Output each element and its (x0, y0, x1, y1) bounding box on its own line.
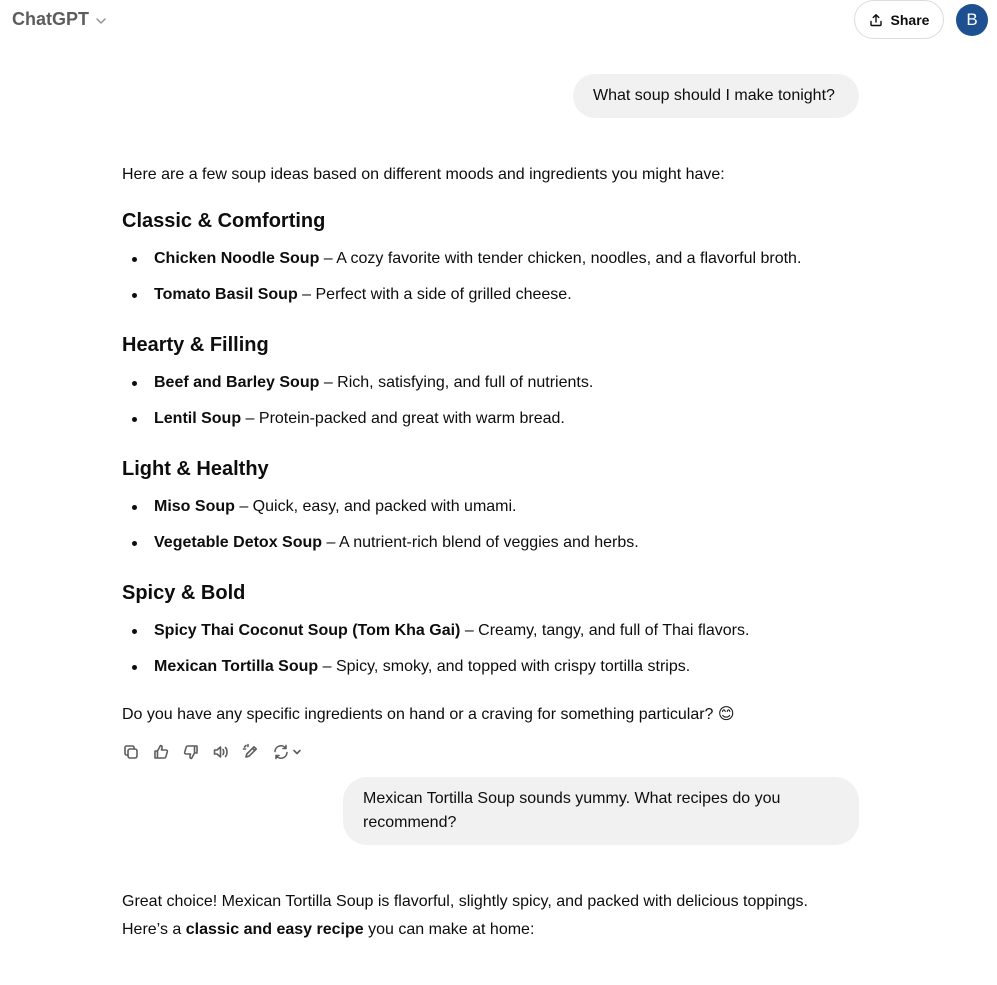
user-message-text: What soup should I make tonight? (593, 87, 835, 104)
list-item-desc: – Quick, easy, and packed with umami. (234, 498, 517, 515)
assistant-reply-line (122, 916, 534, 944)
read-aloud-button[interactable] (212, 743, 230, 761)
copy-button[interactable] (122, 743, 140, 761)
section-heading: Classic & Comforting (122, 210, 326, 232)
edit-in-canvas-button[interactable] (242, 743, 260, 761)
assistant-closing: Do you have any specific ingredients on hand or a craving for something particular? 😊 (122, 706, 735, 723)
share-button[interactable] (854, 0, 944, 39)
user-message (343, 777, 859, 845)
reply-suffix: you can make at home: (363, 921, 535, 938)
list-item (154, 369, 593, 397)
avatar-initial: B (966, 10, 978, 29)
copy-icon (122, 743, 140, 761)
list-item-name: Chicken Noodle Soup (154, 250, 320, 267)
list-item (154, 653, 690, 681)
top-bar (0, 0, 997, 40)
regenerate-button[interactable] (272, 743, 302, 761)
list-item (154, 281, 572, 309)
user-message (573, 74, 859, 118)
list-item-desc: – Perfect with a side of grilled cheese. (297, 286, 572, 303)
list-item (154, 405, 565, 433)
list-item-name: Tomato Basil Soup (154, 286, 298, 303)
reply-prefix: Here’s a (122, 921, 186, 938)
list-item (154, 529, 639, 557)
list-item-desc: – A cozy favorite with tender chicken, noodles, and a flavorful broth. (319, 250, 802, 267)
list-item-desc: – Protein-packed and great with warm bread. (241, 410, 565, 427)
chevron-down-icon (292, 747, 302, 757)
regenerate-icon (272, 743, 290, 761)
list-item (154, 617, 749, 645)
message-actions (122, 741, 302, 763)
edit-canvas-icon (242, 743, 260, 761)
share-label: Share (890, 11, 930, 28)
read-aloud-icon (212, 743, 230, 761)
list-item-name: Beef and Barley Soup (154, 374, 320, 391)
avatar[interactable] (956, 4, 988, 36)
bad-response-button[interactable] (182, 743, 200, 761)
list-item-desc: – Creamy, tangy, and full of Thai flavors. (460, 622, 750, 639)
good-response-button[interactable] (152, 743, 170, 761)
assistant-intro: Here are a few soup ideas based on different moods and ingredients you might have: (122, 166, 725, 183)
model-label: ChatGPT (12, 9, 90, 29)
list-item-name: Lentil Soup (154, 410, 242, 427)
section-heading: Light & Healthy (122, 458, 269, 480)
list-item-name: Vegetable Detox Soup (154, 534, 323, 551)
reply-bold: classic and easy recipe (185, 921, 364, 938)
section-heading: Spicy & Bold (122, 582, 246, 604)
section-heading: Hearty & Filling (122, 334, 269, 356)
list-item-desc: – Rich, satisfying, and full of nutrients. (319, 374, 594, 391)
share-icon (869, 13, 883, 27)
list-item-name: Miso Soup (154, 498, 235, 515)
model-selector[interactable] (12, 9, 107, 30)
user-message-text: Mexican Tortilla Soup sounds yummy. What recipes do you recommend? (363, 790, 781, 831)
thumbs-down-icon (182, 743, 200, 761)
list-item (154, 245, 801, 273)
thumbs-up-icon (152, 743, 170, 761)
list-item (154, 493, 517, 521)
list-item-name: Mexican Tortilla Soup (154, 658, 319, 675)
list-item-desc: – Spicy, smoky, and topped with crispy tortilla strips. (318, 658, 691, 675)
list-item-desc: – A nutrient-rich blend of veggies and herbs. (322, 534, 639, 551)
assistant-reply-line: Great choice! Mexican Tortilla Soup is flavorful, slightly spicy, and packed with delicious toppings. (122, 893, 808, 910)
list-item-name: Spicy Thai Coconut Soup (Tom Kha Gai) (154, 622, 461, 639)
chevron-down-icon (95, 15, 107, 27)
